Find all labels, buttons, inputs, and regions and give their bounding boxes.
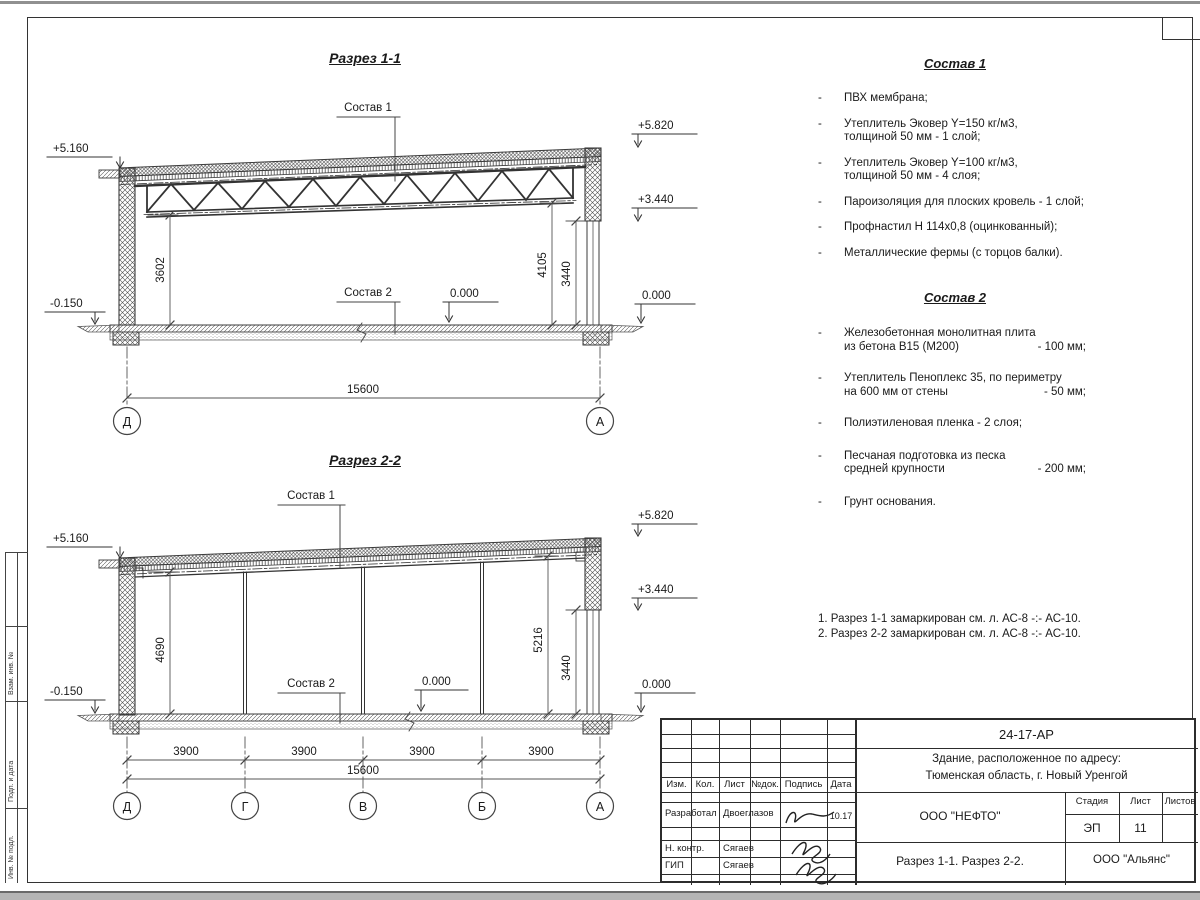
section2-dim-3440: 3440: [561, 655, 573, 681]
list-item: [818, 157, 1086, 184]
bullet-dash: -: [818, 156, 822, 169]
section1-floor: [78, 323, 643, 345]
note-line: 1. Разрез 1-1 замаркирован см. л. АС-8 -:- АС-10.: [818, 613, 1081, 625]
tb-col-izm: Изм.: [666, 779, 687, 790]
item-text: на 600 мм от стены: [844, 385, 948, 398]
section1-axis-bubbles: [114, 408, 614, 435]
section2-dim-4690: 4690: [155, 637, 167, 663]
tb-company: ООО "НЕФТО": [919, 809, 1001, 823]
list-item: [818, 118, 1086, 145]
sostav2-heading: Состав 2: [923, 290, 987, 305]
item-text: Утеплитель Пеноплекс 35, по периметру: [844, 372, 1062, 384]
margin-label: Взам. инв. №: [8, 651, 15, 695]
bullet-dash: -: [818, 372, 822, 384]
section2-elev-left-top: +5.160: [53, 533, 89, 545]
bullet-dash: -: [818, 92, 822, 104]
list-item: [818, 247, 1086, 261]
section2-vertical-dims: [148, 552, 585, 718]
section2-roof: [119, 538, 601, 577]
item-text: Железобетонная монолитная плита: [844, 327, 1036, 339]
section1-sostav1-label: Состав 1: [344, 102, 392, 114]
list-item: [818, 372, 1086, 399]
item-value: - 100 мм;: [1037, 340, 1086, 353]
section2-span-dim: 3900: [291, 746, 317, 758]
item-value: - 200 мм;: [1037, 463, 1086, 475]
axis-label: Д: [122, 415, 132, 429]
tb-sheets-label: Листов: [1164, 796, 1196, 807]
item-text: Утеплитель Эковер Y=100 кг/м3,: [844, 156, 1018, 169]
tb-col-kol: Кол.: [695, 779, 715, 790]
section2-floor: [78, 712, 643, 734]
list-item: [818, 327, 1086, 354]
item-text: Полиэтиленовая пленка - 2 слоя;: [844, 417, 1023, 429]
sostav1-heading: Состав 1: [923, 56, 987, 71]
item-text: толщиной 50 мм - 1 слой;: [844, 131, 981, 143]
signatures: [662, 720, 1198, 885]
section1-drawing: [45, 102, 697, 435]
signature: [786, 812, 834, 823]
item-text: Песчаная подготовка из песка: [844, 449, 1006, 462]
section1-roof: [119, 148, 601, 185]
mg-line: [17, 552, 18, 883]
margin-label: Инв. № подл.: [8, 835, 15, 879]
section2-leaders: [278, 505, 345, 723]
note-line: 2. Разрез 2-2 замаркирован см. л. АС-8 -:- АС-10.: [818, 628, 1081, 640]
mg-line: [6, 552, 28, 553]
section1-sostav2-label: Состав 2: [344, 287, 392, 299]
section2-elev-right-zero: 0.000: [642, 679, 671, 691]
tb-stage-value: ЭП: [1083, 821, 1101, 835]
bullet-dash: -: [818, 449, 822, 462]
item-text: Пароизоляция для плоских кровель - 1 слой;: [844, 195, 1084, 208]
margin-strip: [5, 552, 27, 883]
item-text: толщиной 50 мм - 4 слоя;: [844, 170, 981, 182]
section1-elev-inner-zero: 0.000: [450, 288, 479, 300]
section2-right-wall: [576, 538, 601, 714]
section2-dim-5216: 5216: [533, 627, 545, 653]
list-item: [818, 450, 1086, 477]
axis-label: А: [595, 800, 605, 814]
list-item: [818, 92, 1086, 106]
axis-label: Б: [477, 800, 487, 814]
bullet-dash: -: [818, 117, 822, 130]
section1-dim-3602: 3602: [155, 257, 167, 283]
list-item: [818, 417, 1086, 431]
section1-dim-4105: 4105: [537, 252, 549, 278]
section1-title: Разрез 1-1: [329, 50, 401, 66]
section2-elev-inner-zero: 0.000: [422, 676, 451, 688]
tb-sheet-value: 11: [1134, 821, 1147, 835]
section1-elev-right-top: +5.820: [638, 120, 674, 132]
tb-doc-number: 24-17-АР: [999, 727, 1054, 742]
section1-bottom-dims: [123, 347, 604, 407]
tb-name: Двоеглазов: [723, 808, 774, 819]
section2-span-dim: 3900: [409, 746, 435, 758]
section1-dim-3440: 3440: [561, 261, 573, 287]
list-item: [818, 221, 1086, 235]
item-text: ПВХ мембрана;: [844, 92, 928, 104]
section1-elev-left-top: +5.160: [53, 143, 89, 155]
bullet-dash: -: [818, 195, 822, 208]
section2-axis-bubbles: [114, 793, 614, 820]
axis-label: Д: [122, 800, 132, 814]
section1-right-wall: [585, 148, 601, 325]
section2-title: Разрез 2-2: [329, 452, 401, 468]
section1-left-wall: [99, 168, 135, 325]
bullet-dash: -: [818, 221, 822, 233]
section2-span-dim: 3900: [173, 746, 199, 758]
section1-dim-total: 15600: [347, 384, 379, 396]
bullet-dash: -: [818, 246, 822, 259]
mg-line: [6, 808, 28, 809]
signature: [796, 864, 836, 884]
tb-stage-label: Стадия: [1075, 796, 1109, 807]
section1-elev-right-zero: 0.000: [642, 290, 671, 302]
bullet-dash: -: [818, 327, 822, 339]
section2-sostav2-label: Состав 2: [287, 678, 335, 690]
tb-project-line1: Здание, расположенное по адресу:: [932, 753, 1121, 765]
tb-role: ГИП: [665, 860, 684, 871]
tb-name: Сягаев: [723, 843, 754, 854]
section2-left-wall: [99, 558, 143, 715]
list-item: [818, 496, 1086, 510]
tb-contractor: ООО "Альянс": [1093, 854, 1170, 866]
tb-col-ndok: №док.: [751, 779, 779, 790]
item-text: из бетона В15 (М200): [844, 340, 959, 353]
section2-elev-left-bottom: -0.150: [50, 686, 83, 698]
section2-span-dim: 3900: [528, 746, 554, 758]
sostav2-list: [818, 327, 1086, 521]
notes: [818, 612, 1198, 642]
section2-columns: [244, 562, 484, 714]
section1-elev-left-bottom: -0.150: [50, 298, 83, 310]
tb-name: Сягаев: [723, 860, 754, 871]
tb-sheet-label: Лист: [1130, 796, 1151, 807]
tb-role: Н. контр.: [665, 843, 705, 854]
item-text: Утеплитель Эковер Y=150 кг/м3,: [844, 117, 1018, 130]
axis-label: Г: [241, 800, 249, 814]
item-text: средней крупности: [844, 463, 945, 475]
tb-col-data: Дата: [830, 779, 852, 790]
mg-line: [6, 626, 28, 627]
margin-label: Подп. и дата: [8, 760, 15, 802]
title-block: [660, 718, 1196, 883]
section1-leaders: [337, 117, 400, 334]
tb-project-line2: Тюменская область, г. Новый Уренгой: [925, 770, 1128, 782]
axis-label: А: [595, 415, 605, 429]
section2-sostav1-label: Состав 1: [287, 490, 335, 502]
item-text: Металлические фермы (с торцов балки).: [844, 246, 1063, 259]
item-text: Профнастил Н 114х0,8 (оцинкованный);: [844, 221, 1058, 233]
bullet-dash: -: [818, 495, 822, 508]
axis-label: В: [358, 800, 368, 814]
tb-subtitle: Разрез 1-1. Разрез 2-2.: [896, 854, 1024, 868]
section2-elev-right-top: +5.820: [638, 510, 674, 522]
section1-vertical-dims: [148, 199, 585, 329]
tb-col-podpis: Подпись: [784, 779, 823, 790]
item-text: Грунт основания.: [844, 495, 936, 508]
item-value: - 50 мм;: [1043, 385, 1086, 398]
section1-elev-right-mid: +3.440: [638, 194, 674, 206]
signature: [792, 843, 830, 863]
sostav1-list: [818, 92, 1086, 272]
bullet-dash: -: [818, 417, 822, 429]
section2-elev-right-mid: +3.440: [638, 584, 674, 596]
tb-date: 10.17: [829, 811, 853, 821]
mg-line: [6, 701, 28, 702]
section2-dim-total: 15600: [347, 765, 379, 777]
tb-role: Разработал: [665, 808, 717, 819]
section2-drawing: [45, 490, 697, 820]
tb-col-list: Лист: [724, 779, 745, 790]
list-item: [818, 196, 1086, 210]
